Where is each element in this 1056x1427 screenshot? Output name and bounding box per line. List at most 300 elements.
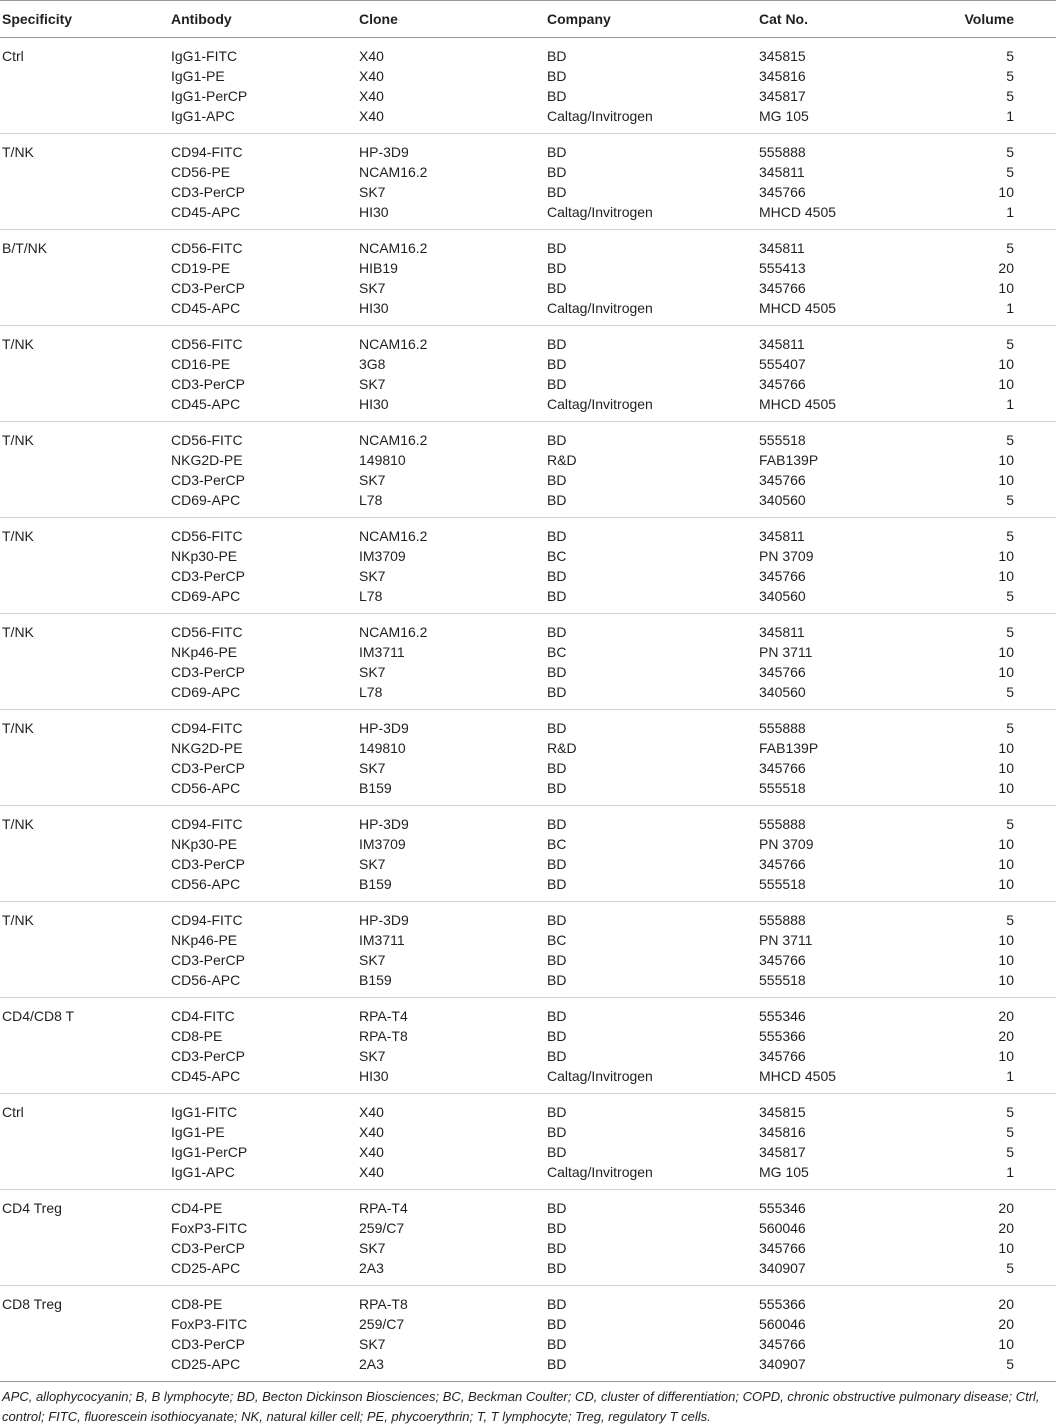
table-row: [0, 326, 1056, 355]
cell-company: BD: [547, 184, 567, 200]
cell-specificity: [0, 354, 169, 374]
cell-clone: RPA-T8: [359, 1296, 408, 1312]
cell-company: BD: [547, 376, 567, 392]
cell-antibody: IgG1-PerCP: [171, 1144, 248, 1160]
cell-cat: MG 105: [759, 108, 809, 124]
cell-antibody: CD3-PerCP: [171, 664, 245, 680]
cell-specificity: T/NK: [2, 432, 34, 448]
cell-clone: SK7: [359, 856, 386, 872]
cell-volume: 5: [1006, 912, 1014, 928]
table-row: [0, 134, 1056, 163]
cell-cat: MHCD 4505: [759, 396, 837, 412]
cell-clone: X40: [359, 1144, 384, 1160]
cell-cat: 555518: [759, 972, 806, 988]
cell-specificity: [0, 1354, 169, 1382]
cell-specificity: Ctrl: [2, 48, 24, 64]
cell-clone: NCAM16.2: [359, 164, 428, 180]
row-group: [0, 902, 1056, 998]
cell-antibody: CD56-FITC: [171, 624, 243, 640]
cell-volume: 10: [998, 836, 1014, 852]
cell-antibody: NKG2D-PE: [171, 452, 243, 468]
table-row: [0, 950, 1056, 970]
cell-clone: X40: [359, 1104, 384, 1120]
cell-volume: 10: [998, 932, 1014, 948]
cell-volume: 10: [998, 1048, 1014, 1064]
cell-volume: 20: [998, 1008, 1014, 1024]
cell-company: BD: [547, 1028, 567, 1044]
cell-company: BC: [547, 932, 567, 948]
cell-volume: 1: [1006, 204, 1014, 220]
cell-volume: 10: [998, 280, 1014, 296]
cell-volume: 10: [998, 740, 1014, 756]
cell-specificity: [0, 950, 169, 970]
cell-antibody: CD56-FITC: [171, 432, 243, 448]
cell-specificity: T/NK: [2, 720, 34, 736]
cell-volume: 10: [998, 780, 1014, 796]
row-group: [0, 806, 1056, 902]
table-row: [0, 1046, 1056, 1066]
cell-antibody: CD3-PerCP: [171, 472, 245, 488]
cell-clone: SK7: [359, 1048, 386, 1064]
cell-company: R&D: [547, 452, 577, 468]
cell-clone: RPA-T4: [359, 1008, 408, 1024]
cell-volume: 10: [998, 184, 1014, 200]
cell-company: BD: [547, 492, 567, 508]
cell-volume: 5: [1006, 48, 1014, 64]
cell-cat: MG 105: [759, 1164, 809, 1180]
cell-company: BD: [547, 240, 567, 256]
cell-volume: 5: [1006, 1260, 1014, 1276]
cell-cat: PN 3711: [759, 644, 813, 660]
cell-specificity: [0, 450, 169, 470]
cell-company: BD: [547, 780, 567, 796]
table-row: [0, 930, 1056, 950]
table-row: [0, 1286, 1056, 1315]
cell-clone: HP-3D9: [359, 816, 409, 832]
cell-volume: 5: [1006, 528, 1014, 544]
table-row: [0, 998, 1056, 1027]
cell-specificity: [0, 682, 169, 710]
cell-cat: 555366: [759, 1296, 806, 1312]
table-row: [0, 298, 1056, 326]
cell-clone: IM3711: [359, 644, 405, 660]
cell-specificity: [0, 1122, 169, 1142]
cell-specificity: [0, 1066, 169, 1094]
cell-company: BD: [547, 1008, 567, 1024]
cell-volume: 10: [998, 876, 1014, 892]
cell-company: BD: [547, 472, 567, 488]
table-row: [0, 1066, 1056, 1094]
row-group: [0, 422, 1056, 518]
cell-antibody: IgG1-FITC: [171, 48, 238, 64]
cell-specificity: B/T/NK: [2, 240, 48, 256]
table-row: [0, 854, 1056, 874]
cell-clone: SK7: [359, 1336, 386, 1352]
cell-company: BD: [547, 720, 567, 736]
table-row: [0, 1094, 1056, 1123]
cell-specificity: T/NK: [2, 528, 34, 544]
cell-antibody: IgG1-PerCP: [171, 88, 248, 104]
cell-specificity: [0, 834, 169, 854]
cell-antibody: CD94-FITC: [171, 720, 243, 736]
cell-company: BD: [547, 88, 567, 104]
cell-specificity: [0, 874, 169, 902]
cell-cat: 340907: [759, 1356, 806, 1372]
cell-clone: NCAM16.2: [359, 336, 428, 352]
cell-clone: L78: [359, 588, 383, 604]
cell-antibody: CD45-APC: [171, 1068, 241, 1084]
cell-specificity: [0, 1162, 169, 1190]
cell-volume: 10: [998, 568, 1014, 584]
cell-volume: 5: [1006, 624, 1014, 640]
cell-antibody: NKp46-PE: [171, 932, 238, 948]
cell-clone: IM3711: [359, 932, 405, 948]
cell-cat: 555366: [759, 1028, 806, 1044]
cell-volume: 10: [998, 472, 1014, 488]
cell-company: BD: [547, 280, 567, 296]
table-row: [0, 1218, 1056, 1238]
cell-volume: 10: [998, 856, 1014, 872]
cell-company: BD: [547, 1104, 567, 1120]
cell-antibody: FoxP3-FITC: [171, 1316, 248, 1332]
cell-cat: MHCD 4505: [759, 204, 837, 220]
row-group: [0, 710, 1056, 806]
cell-cat: 340560: [759, 588, 806, 604]
cell-antibody: CD8-PE: [171, 1028, 223, 1044]
table-row: [0, 162, 1056, 182]
row-group: [0, 614, 1056, 710]
cell-specificity: T/NK: [2, 336, 34, 352]
cell-specificity: [0, 778, 169, 806]
cell-cat: 555888: [759, 816, 806, 832]
row-group: [0, 230, 1056, 326]
cell-clone: SK7: [359, 664, 386, 680]
header-clone: Clone: [357, 1, 545, 38]
cell-clone: B159: [359, 972, 392, 988]
cell-company: BD: [547, 1316, 567, 1332]
cell-volume: 10: [998, 376, 1014, 392]
cell-specificity: Ctrl: [2, 1104, 24, 1120]
cell-antibody: CD3-PerCP: [171, 376, 245, 392]
cell-volume: 5: [1006, 240, 1014, 256]
cell-clone: IM3709: [359, 548, 406, 564]
cell-antibody: CD45-APC: [171, 396, 241, 412]
cell-clone: NCAM16.2: [359, 240, 428, 256]
table-row: [0, 374, 1056, 394]
cell-cat: 345811: [759, 528, 805, 544]
row-group: [0, 1286, 1056, 1382]
cell-company: BD: [547, 856, 567, 872]
cell-clone: 3G8: [359, 356, 386, 372]
table-row: [0, 470, 1056, 490]
cell-company: BD: [547, 144, 567, 160]
cell-cat: 345811: [759, 624, 805, 640]
cell-company: BD: [547, 1356, 567, 1372]
table-row: [0, 710, 1056, 739]
cell-company: Caltag/Invitrogen: [547, 108, 653, 124]
cell-clone: NCAM16.2: [359, 624, 428, 640]
table-row: [0, 874, 1056, 902]
cell-antibody: IgG1-FITC: [171, 1104, 238, 1120]
cell-antibody: IgG1-APC: [171, 108, 235, 124]
cell-antibody: CD3-PerCP: [171, 184, 245, 200]
table-row: [0, 1162, 1056, 1190]
cell-clone: X40: [359, 108, 384, 124]
cell-specificity: [0, 86, 169, 106]
row-group: [0, 134, 1056, 230]
cell-specificity: [0, 662, 169, 682]
table-row: [0, 806, 1056, 835]
table-row: [0, 422, 1056, 451]
cell-specificity: T/NK: [2, 624, 34, 640]
cell-cat: 345817: [759, 88, 806, 104]
cell-clone: L78: [359, 684, 383, 700]
cell-cat: 345766: [759, 376, 806, 392]
cell-cat: 345811: [759, 164, 805, 180]
cell-volume: 5: [1006, 684, 1014, 700]
cell-volume: 20: [998, 260, 1014, 276]
cell-cat: 560046: [759, 1316, 806, 1332]
cell-antibody: CD19-PE: [171, 260, 231, 276]
cell-antibody: CD56-APC: [171, 876, 241, 892]
cell-volume: 1: [1006, 1068, 1014, 1084]
table-row: [0, 182, 1056, 202]
cell-company: BD: [547, 1240, 567, 1256]
table-row: [0, 450, 1056, 470]
row-group: [0, 1190, 1056, 1286]
row-group: [0, 518, 1056, 614]
cell-company: BD: [547, 1260, 567, 1276]
cell-cat: 345816: [759, 68, 806, 84]
cell-volume: 5: [1006, 1144, 1014, 1160]
cell-clone: HP-3D9: [359, 912, 409, 928]
footnote: APC, allophycocyanin; B, B lymphocyte; BD, Becton Dickinson Biosciences; BC, Beckman Coulter; CD, cluster of differentiation; COPD, chronic obstructive pulmonary disease; Ctrl, control; FITC, fluorescein isothiocyanate; NK, natural killer cell; PE, phycoerythrin; T, T lymphocyte; Treg, regulatory T cells.: [2, 1389, 1040, 1424]
cell-company: R&D: [547, 740, 577, 756]
cell-antibody: FoxP3-FITC: [171, 1220, 248, 1236]
cell-volume: 5: [1006, 720, 1014, 736]
cell-antibody: CD8-PE: [171, 1296, 223, 1312]
table-row: [0, 1190, 1056, 1219]
cell-specificity: [0, 546, 169, 566]
cell-specificity: [0, 1334, 169, 1354]
table-row: [0, 1122, 1056, 1142]
cell-cat: 345811: [759, 240, 805, 256]
table-row: [0, 490, 1056, 518]
header-volume: Volume: [932, 1, 1056, 38]
cell-volume: 1: [1006, 300, 1014, 316]
cell-specificity: CD4/CD8 T: [2, 1008, 75, 1024]
cell-antibody: CD56-FITC: [171, 336, 243, 352]
cell-volume: 10: [998, 664, 1014, 680]
cell-specificity: [0, 642, 169, 662]
cell-clone: X40: [359, 1164, 384, 1180]
cell-company: BD: [547, 1200, 567, 1216]
cell-company: Caltag/Invitrogen: [547, 204, 653, 220]
cell-antibody: IgG1-APC: [171, 1164, 235, 1180]
cell-volume: 10: [998, 760, 1014, 776]
cell-clone: 149810: [359, 740, 406, 756]
cell-cat: 345766: [759, 1240, 806, 1256]
cell-cat: 555518: [759, 780, 806, 796]
cell-antibody: CD3-PerCP: [171, 1336, 245, 1352]
cell-cat: FAB139P: [759, 452, 819, 468]
cell-clone: 149810: [359, 452, 406, 468]
table-row: [0, 778, 1056, 806]
cell-clone: HP-3D9: [359, 720, 409, 736]
table-row: [0, 66, 1056, 86]
cell-cat: FAB139P: [759, 740, 819, 756]
cell-antibody: IgG1-PE: [171, 1124, 225, 1140]
cell-specificity: [0, 1258, 169, 1286]
cell-cat: 340560: [759, 492, 806, 508]
cell-clone: HP-3D9: [359, 144, 409, 160]
cell-antibody: CD69-APC: [171, 684, 241, 700]
cell-clone: HI30: [359, 300, 389, 316]
cell-company: BD: [547, 816, 567, 832]
cell-company: BD: [547, 1296, 567, 1312]
table-row: [0, 1354, 1056, 1382]
cell-cat: 345766: [759, 1336, 806, 1352]
cell-antibody: CD56-FITC: [171, 528, 243, 544]
cell-antibody: CD3-PerCP: [171, 1048, 245, 1064]
cell-specificity: [0, 1238, 169, 1258]
cell-antibody: CD3-PerCP: [171, 280, 245, 296]
cell-specificity: [0, 470, 169, 490]
cell-volume: 10: [998, 548, 1014, 564]
table-row: [0, 662, 1056, 682]
cell-company: BD: [547, 48, 567, 64]
cell-specificity: [0, 1314, 169, 1334]
cell-antibody: IgG1-PE: [171, 68, 225, 84]
cell-volume: 5: [1006, 144, 1014, 160]
cell-specificity: [0, 970, 169, 998]
cell-specificity: CD8 Treg: [2, 1296, 62, 1312]
cell-clone: RPA-T8: [359, 1028, 408, 1044]
cell-cat: 555346: [759, 1008, 806, 1024]
cell-clone: X40: [359, 68, 384, 84]
row-group: [0, 38, 1056, 134]
cell-cat: MHCD 4505: [759, 300, 837, 316]
cell-cat: PN 3709: [759, 548, 814, 564]
cell-cat: 345811: [759, 336, 805, 352]
cell-antibody: CD94-FITC: [171, 912, 243, 928]
cell-company: BD: [547, 260, 567, 276]
cell-specificity: [0, 298, 169, 326]
cell-cat: 345815: [759, 1104, 806, 1120]
table-row: [0, 1142, 1056, 1162]
cell-volume: 5: [1006, 68, 1014, 84]
cell-volume: 10: [998, 952, 1014, 968]
table-row: [0, 1258, 1056, 1286]
cell-specificity: [0, 394, 169, 422]
cell-clone: HI30: [359, 396, 389, 412]
cell-clone: X40: [359, 88, 384, 104]
table-row: [0, 258, 1056, 278]
table-row: [0, 86, 1056, 106]
cell-antibody: CD3-PerCP: [171, 1240, 245, 1256]
cell-antibody: CD56-APC: [171, 972, 241, 988]
cell-company: BD: [547, 1144, 567, 1160]
table-row: [0, 106, 1056, 134]
cell-antibody: CD56-APC: [171, 780, 241, 796]
cell-specificity: [0, 202, 169, 230]
cell-volume: 5: [1006, 164, 1014, 180]
cell-company: BD: [547, 336, 567, 352]
table-row: [0, 1334, 1056, 1354]
cell-company: Caltag/Invitrogen: [547, 1068, 653, 1084]
cell-clone: SK7: [359, 280, 386, 296]
table-row: [0, 202, 1056, 230]
table-row: [0, 758, 1056, 778]
table-header: [0, 1, 1056, 38]
cell-company: BD: [547, 972, 567, 988]
cell-cat: 555888: [759, 144, 806, 160]
cell-antibody: CD25-APC: [171, 1356, 241, 1372]
cell-volume: 5: [1006, 1356, 1014, 1372]
cell-clone: SK7: [359, 760, 386, 776]
table-row: [0, 586, 1056, 614]
cell-antibody: CD56-FITC: [171, 240, 243, 256]
table-row: [0, 230, 1056, 259]
cell-company: Caltag/Invitrogen: [547, 300, 653, 316]
header-specificity: Specificity: [0, 1, 169, 38]
cell-company: BD: [547, 432, 567, 448]
cell-cat: 345816: [759, 1124, 806, 1140]
cell-volume: 10: [998, 356, 1014, 372]
cell-specificity: [0, 930, 169, 950]
table-row: [0, 354, 1056, 374]
cell-antibody: CD69-APC: [171, 492, 241, 508]
cell-cat: 555413: [759, 260, 806, 276]
cell-clone: 259/C7: [359, 1316, 405, 1332]
cell-cat: 555518: [759, 432, 806, 448]
cell-specificity: [0, 738, 169, 758]
cell-specificity: [0, 278, 169, 298]
cell-antibody: NKp46-PE: [171, 644, 238, 660]
cell-specificity: [0, 758, 169, 778]
cell-cat: 555888: [759, 720, 806, 736]
cell-volume: 5: [1006, 588, 1014, 604]
header-cat-no: Cat No.: [757, 1, 932, 38]
cell-company: BD: [547, 760, 567, 776]
cell-company: BC: [547, 644, 567, 660]
cell-cat: MHCD 4505: [759, 1068, 837, 1084]
cell-company: BD: [547, 952, 567, 968]
cell-cat: 340560: [759, 684, 806, 700]
cell-cat: 345766: [759, 184, 806, 200]
cell-company: BC: [547, 548, 567, 564]
cell-specificity: [0, 182, 169, 202]
cell-antibody: CD3-PerCP: [171, 568, 245, 584]
cell-specificity: [0, 566, 169, 586]
cell-clone: SK7: [359, 376, 386, 392]
cell-company: BD: [547, 1220, 567, 1236]
cell-cat: PN 3711: [759, 932, 813, 948]
cell-clone: B159: [359, 780, 392, 796]
table-row: [0, 518, 1056, 547]
cell-company: Caltag/Invitrogen: [547, 1164, 653, 1180]
header-antibody: Antibody: [169, 1, 357, 38]
cell-cat: 345766: [759, 856, 806, 872]
cell-clone: HIB19: [359, 260, 398, 276]
cell-clone: L78: [359, 492, 383, 508]
cell-clone: X40: [359, 48, 384, 64]
cell-cat: 560046: [759, 1220, 806, 1236]
cell-cat: 340907: [759, 1260, 806, 1276]
cell-volume: 20: [998, 1028, 1014, 1044]
cell-company: BD: [547, 664, 567, 680]
cell-volume: 5: [1006, 1124, 1014, 1140]
